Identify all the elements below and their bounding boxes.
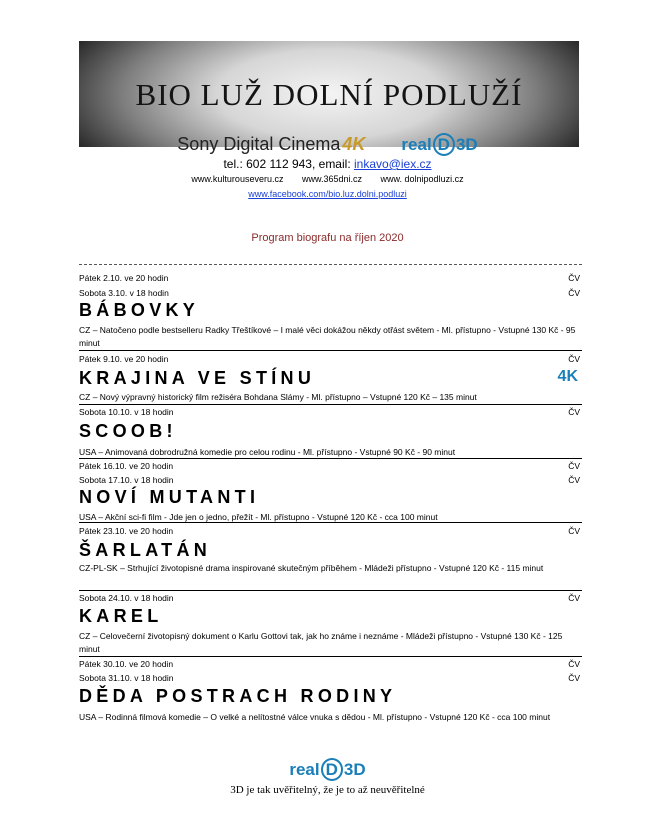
film-description: USA – Akční sci-fi film - Jde jen o jedno, přežít - Ml. přístupno - Vstupné 120 Kč - cca 100 minut <box>79 512 438 522</box>
dashed-divider <box>79 264 582 265</box>
film-description: CZ-PL-SK – Strhující životopisné drama inspirované skutečným příběhem - Mládeži přístupno - Vstupné 120 Kč - 115 minut <box>79 563 544 573</box>
4k-badge: 4K <box>557 368 578 385</box>
cinema-label: ČV <box>568 273 580 283</box>
screening-row: Pátek 30.10. ve 20 hodin ČV <box>79 659 580 669</box>
film-divider <box>79 522 582 523</box>
film-description: CZ – Celovečerní životopisný dokument o Karlu Gottovi tak, jak ho známe i neznáme - Mládeži přístupno - Vstupné 130 Kč - 125 minut <box>79 631 563 654</box>
screening-row: Sobota 24.10. v 18 hodin ČV <box>79 593 580 603</box>
screening-row: Pátek 9.10. ve 20 hodin ČV <box>79 354 580 364</box>
film-title: SCOOB! <box>79 421 177 441</box>
contact-line <box>0 157 655 171</box>
cinema-label: ČV <box>568 407 580 417</box>
contact-tel: tel.: 602 112 943, email: <box>223 157 354 171</box>
film-title: KRAJINA VE STÍNU 4K <box>79 368 578 388</box>
film-description: USA – Rodinná filmová komedie – O velké a nelítostné válce vnuka s dědou - Ml. přístupno - Vstupné 120 Kč - cca 100 minut <box>79 712 551 722</box>
screening-row: Pátek 23.10. ve 20 hodin ČV <box>79 526 580 536</box>
email-link[interactable]: inkavo@iex.cz <box>353 157 432 171</box>
film-description: USA – Animovaná dobrodružná komedie pro celou rodinu - Ml. přístupno - Vstupné 90 Kč - 90 minut <box>79 447 456 457</box>
screening-row: Sobota 31.10. v 18 hodin ČV <box>79 673 580 683</box>
screening-row: Pátek 16.10. ve 20 hodin ČV <box>79 461 580 471</box>
cinema-label: ČV <box>568 475 580 485</box>
cinema-label: ČV <box>568 288 580 298</box>
film-title: KAREL <box>79 606 163 626</box>
film-title: NOVÍ MUTANTI <box>79 487 260 507</box>
facebook-line <box>0 189 655 199</box>
screening-row: Sobota 3.10. v 18 hodin ČV <box>79 288 580 298</box>
film-title: BÁBOVKY <box>79 300 200 320</box>
screening-row: Sobota 17.10. v 18 hodin ČV <box>79 475 580 485</box>
film-divider <box>79 458 582 459</box>
cinema-label: ČV <box>568 659 580 669</box>
reald-3d-logo: real D 3D <box>401 135 478 154</box>
site-link[interactable]: www.kulturouseveru.cz <box>191 174 284 184</box>
film-title: DĚDA POSTRACH RODINY <box>79 686 397 706</box>
4k-logo: 4K <box>342 134 366 154</box>
program-title: Program biografu na říjen 2020 <box>251 232 404 244</box>
site-link[interactable]: www.365dni.cz <box>301 174 363 184</box>
cinema-label: ČV <box>568 673 580 683</box>
screening-row: Sobota 10.10. v 18 hodin ČV <box>79 407 580 417</box>
cinema-label: ČV <box>568 461 580 471</box>
film-description: CZ – Nový výpravný historický film režiséra Bohdana Slámy - Ml. přístupno – Vstupné 120 Kč – 135 minut <box>79 392 477 402</box>
cinema-label: ČV <box>568 354 580 364</box>
cinema-label: ČV <box>568 526 580 536</box>
film-description: CZ – Natočeno podle bestselleru Radky Třeštíkové – I malé věci dokážou někdy otřást světem - Ml. přístupno - Vstupné 130 Kč - 95 minut <box>79 325 576 348</box>
film-title: ŠARLATÁN <box>79 540 212 560</box>
sony-reald-logos <box>0 134 655 155</box>
facebook-link[interactable]: www.facebook.com/bio.luz.dolni.podluzi <box>248 189 407 199</box>
slogan: 3D je tak uvěřitelný, že je to až neuvěřitelné <box>230 784 425 796</box>
cinema-label: ČV <box>568 593 580 603</box>
site-link[interactable]: www. dolnipodluzi.cz <box>380 174 464 184</box>
film-divider <box>79 350 582 351</box>
sony-digital-cinema-logo: Sony Digital Cinema <box>177 134 341 154</box>
screening-row: Pátek 2.10. ve 20 hodin ČV <box>79 273 580 283</box>
film-divider <box>79 404 582 405</box>
banner-title: BIO LUŽ DOLNÍ PODLUŽÍ <box>135 77 523 112</box>
cinema-banner <box>79 41 579 147</box>
film-divider <box>79 656 582 657</box>
film-divider <box>79 590 582 591</box>
websites-line <box>0 174 655 184</box>
reald-3d-footer-logo: real D 3D <box>289 760 366 779</box>
